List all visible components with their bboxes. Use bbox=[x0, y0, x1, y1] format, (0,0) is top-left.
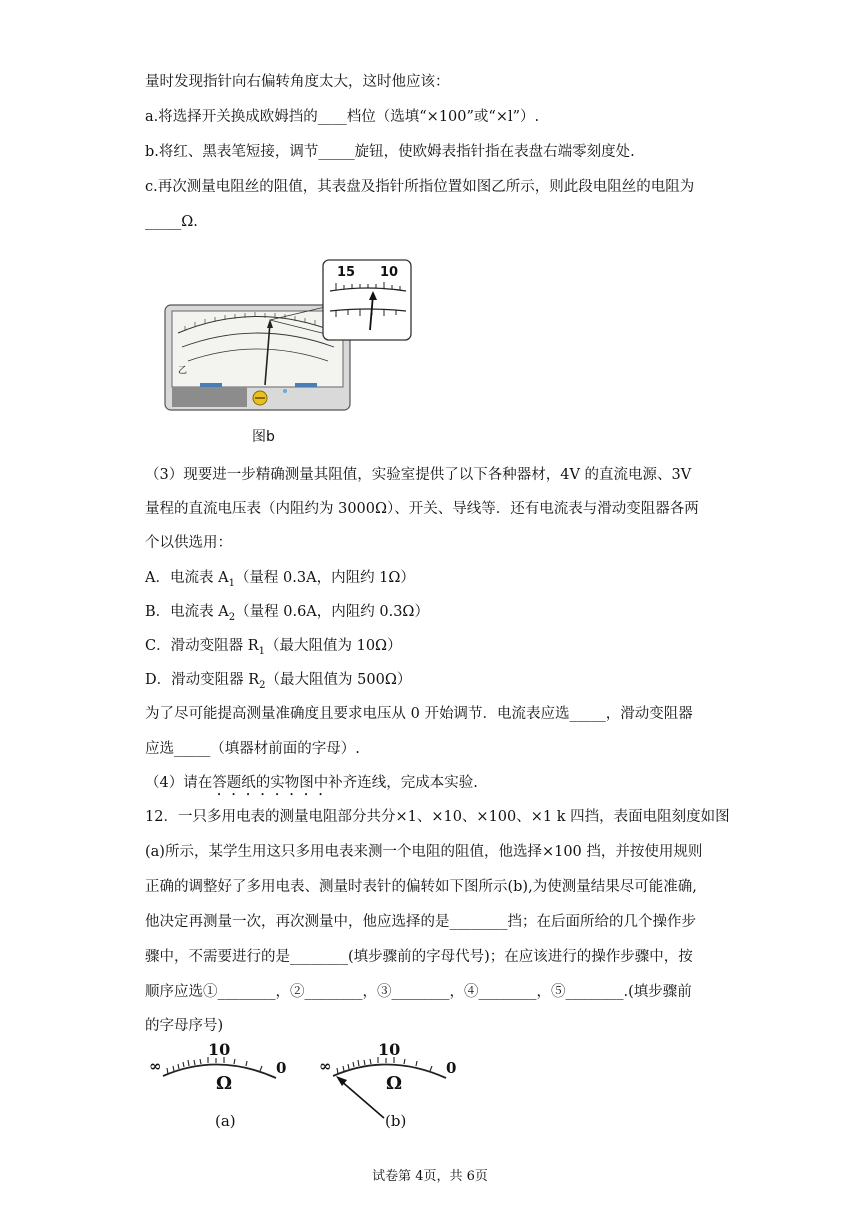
option-b: B．电流表 $A_2$（量程 0.6A，内阻约 0.3Ω） bbox=[145, 604, 429, 623]
text-line-4: c.再次测量电阻丝的阻值，其表盘及指针所指位置如图乙所示，则此段电阻丝的电阻为 bbox=[145, 179, 695, 195]
q12-line-3: 正确的调整好了多用电表、测量时表针的偏转如下图所示(b),为使测量结果尽可能准确, bbox=[145, 879, 697, 895]
option-d: D．滑动变阻器 $R_2$（最大阻值为 500Ω） bbox=[145, 672, 412, 691]
panel-label: 乙 bbox=[178, 366, 188, 376]
q12-line-5: 骤中，不需要进行的是________(填步骤前的字母代号)；在应该进行的操作步骤中，按 bbox=[145, 949, 693, 965]
q12-line-4: 他决定再测量一次，再次测量中，他应选择的是________挡；在后面所给的几个操作步 bbox=[145, 914, 696, 930]
q3-line-1: （3）现要进一步精确测量其阻值，实验室提供了以下各种器材，4V 的直流电源、3V bbox=[145, 467, 692, 483]
dial-a-zero: 0 bbox=[276, 1059, 287, 1077]
figure-b-caption: 图b bbox=[252, 429, 275, 445]
dial-a-label: (a) bbox=[215, 1112, 236, 1130]
q3-line-9: 应选_____（填器材前面的字母）. bbox=[145, 741, 360, 757]
text-line-1: 量时发现指针向右偏转角度太大，这时他应该： bbox=[145, 74, 450, 90]
q12-line-6: 顺序应选①________，②________，③________，④________，⑤________.(填步骤前 bbox=[145, 984, 692, 1000]
text-line-2: a.将选择开关换成欧姆挡的____档位（选填“×100”或“×l”）. bbox=[145, 109, 540, 125]
q3-line-8: 为了尽可能提高测量准确度且要求电压从 0 开始调节．电流表应选_____，滑动变阻器 bbox=[145, 706, 693, 722]
dial-b-inf: ∞ bbox=[319, 1057, 332, 1075]
option-c: C．滑动变阻器 $R_1$（最大阻值为 10Ω） bbox=[145, 638, 402, 657]
dial-a-omega: Ω bbox=[216, 1073, 233, 1094]
dial-b-mid: 10 bbox=[378, 1040, 401, 1059]
dial-b bbox=[318, 1040, 468, 1140]
dial-b-label: (b) bbox=[385, 1112, 407, 1130]
text-line-3: b.将红、黑表笔短接，调节_____旋钮，使欧姆表指针指在表盘右端零刻度处. bbox=[145, 144, 635, 160]
zoom-label-10: 10 bbox=[380, 265, 399, 280]
q12-line-2: (a)所示，某学生用这只多用电表来测一个电阻的阻值，他选择×100 挡，并按使用规则 bbox=[145, 844, 703, 860]
q12-line-7: 的字母序号) bbox=[145, 1018, 224, 1034]
text-line-5: _____Ω. bbox=[145, 214, 198, 230]
dial-a-mid: 10 bbox=[208, 1040, 231, 1059]
dial-a bbox=[148, 1040, 298, 1140]
page-footer: 试卷第 4页，共 6页 bbox=[372, 1169, 488, 1184]
dial-b-zero: 0 bbox=[446, 1059, 457, 1077]
figure-b-multimeter bbox=[160, 255, 420, 415]
dial-b-omega: Ω bbox=[386, 1073, 403, 1094]
option-a: A．电流表 $A_1$（量程 0.3A，内阻约 1Ω） bbox=[145, 570, 415, 589]
q4-line: （4）请在答题纸的实物图中补齐连线，完成本实验. bbox=[145, 775, 478, 791]
dial-a-inf: ∞ bbox=[149, 1057, 162, 1075]
zoom-label-15: 15 bbox=[337, 265, 356, 280]
q12-line-1: 12．一只多用电表的测量电阻部分共分×1、×10、×100、×1 k 四挡，表面电阻刻度如图 bbox=[145, 809, 730, 825]
q3-line-3: 个以供选用： bbox=[145, 535, 232, 551]
dial-b-needle bbox=[340, 1080, 384, 1118]
q3-line-2: 量程的直流电压表（内阻约为 3000Ω）、开关、导线等．还有电流表与滑动变阻器各两 bbox=[145, 501, 699, 517]
